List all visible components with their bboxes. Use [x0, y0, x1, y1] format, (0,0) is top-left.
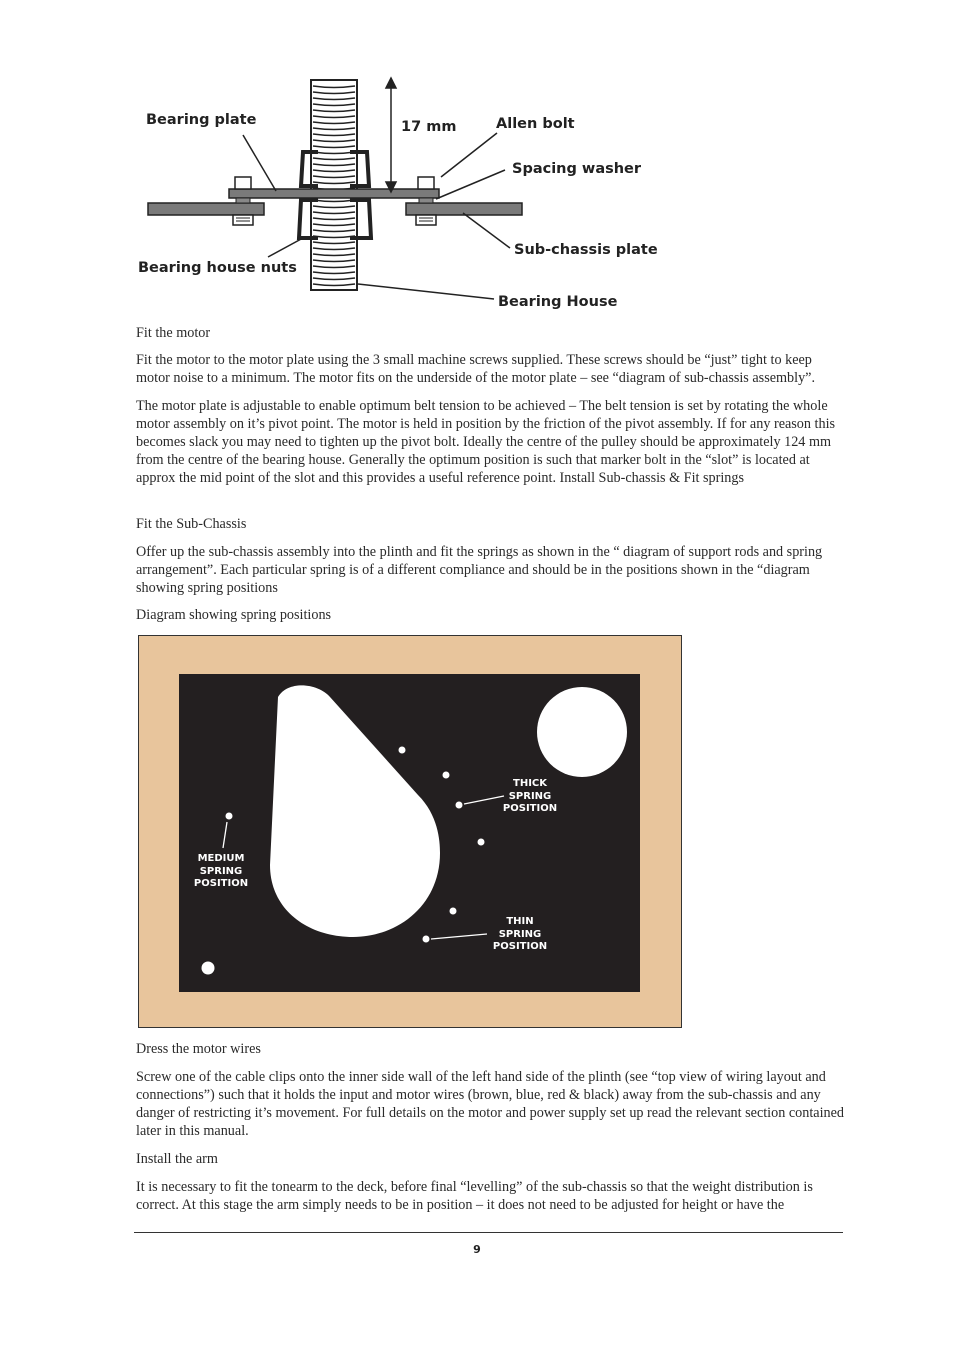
allen-bolt-right — [416, 177, 436, 225]
allen-bolt-left — [233, 177, 253, 225]
sub-chassis-left — [148, 203, 264, 215]
heading-install-arm: Install the arm — [136, 1151, 218, 1167]
paragraph-dress-wires-1: Screw one of the cable clips onto the inner side wall of the left hand side of the plinth (see “top view of wiring layout and connections”) such that it holds the input and motor wires (brown, blue, red & black) away from the sub-chassis and any danger of restricting it’s movement. For full details on the motor and power supply set up read the relevant section contained later in this manual. — [136, 1069, 845, 1139]
paragraph-install-arm-1: It is necessary to fit the tonearm to the deck, before final “levelling” of the sub-chassis so that the weight distribution is correct. At this stage the arm simply needs to be in position – it does not need to be adjusted for height or have the — [136, 1179, 813, 1213]
bearing-plate — [229, 189, 439, 198]
label-bearing-house-nuts: Bearing house nuts — [138, 260, 297, 276]
hole-1 — [399, 747, 406, 754]
spring-diagram-drawing — [138, 635, 682, 1028]
label-allen-bolt: Allen bolt — [496, 116, 575, 132]
label-bearing-house: Bearing House — [498, 294, 618, 310]
medium-spring-point — [226, 813, 233, 820]
hole-6 — [450, 908, 457, 915]
footer-rule — [134, 1232, 843, 1233]
hole-4 — [478, 839, 485, 846]
hole-2 — [443, 772, 450, 779]
corner-hole — [202, 962, 215, 975]
bearing-assembly-diagram — [0, 0, 954, 320]
paragraph-fit-motor-1: Fit the motor to the motor plate using the 3 small machine screws supplied. These screws should be “just” tight to keep motor noise to a minimum. The motor fits on the underside of the motor plate – see “diagram of sub-chassis assembly”. — [136, 352, 816, 386]
heading-fit-subchassis: Fit the Sub-Chassis — [136, 516, 247, 532]
label-thick-spring: THICK SPRING POSITION — [502, 778, 558, 814]
thin-spring-point — [423, 936, 430, 943]
caption-spring-diagram: Diagram showing spring positions — [136, 607, 332, 623]
heading-dress-wires: Dress the motor wires — [136, 1041, 261, 1057]
paragraph-fit-motor-2: The motor plate is adjustable to enable optimum belt tension to be achieved – The belt tension is set by rotating the whole motor assembly on it’s pivot point. The motor is held in position by the friction of the pivot assembly. If for any reason this becomes slack you may need to tighten up the pivot bolt. Ideally the centre of the pulley should be approximately 124 mm from the centre of the bearing house. Generally the optimum position is such that marker bolt in the “slot” is located at approx the mid point of the slot and this provides a useful reference point. Install Sub-chassis & Fit springs — [136, 398, 836, 486]
page-number: 9 — [473, 1243, 481, 1256]
thick-spring-point — [456, 802, 463, 809]
label-bearing-plate: Bearing plate — [146, 112, 257, 128]
dimension-arrow — [386, 78, 396, 192]
label-thin-spring: THIN SPRING POSITION — [492, 916, 548, 952]
label-dimension: 17 mm — [401, 119, 457, 135]
label-medium-spring: MEDIUM SPRING POSITION — [193, 853, 249, 889]
label-sub-chassis-plate: Sub-chassis plate — [514, 242, 658, 258]
label-spacing-washer: Spacing washer — [512, 161, 642, 177]
paragraph-fit-subchassis-1: Offer up the sub-chassis assembly into the plinth and fit the springs as shown in the “ diagram of support rods and spring arrangement”. Each particular spring is of a different compliance and should be in the positions shown in the “diagram showing spring positions — [136, 544, 823, 596]
spring-position-diagram — [138, 635, 682, 1028]
motor-cutout — [537, 687, 627, 777]
heading-fit-motor: Fit the motor — [136, 325, 211, 341]
